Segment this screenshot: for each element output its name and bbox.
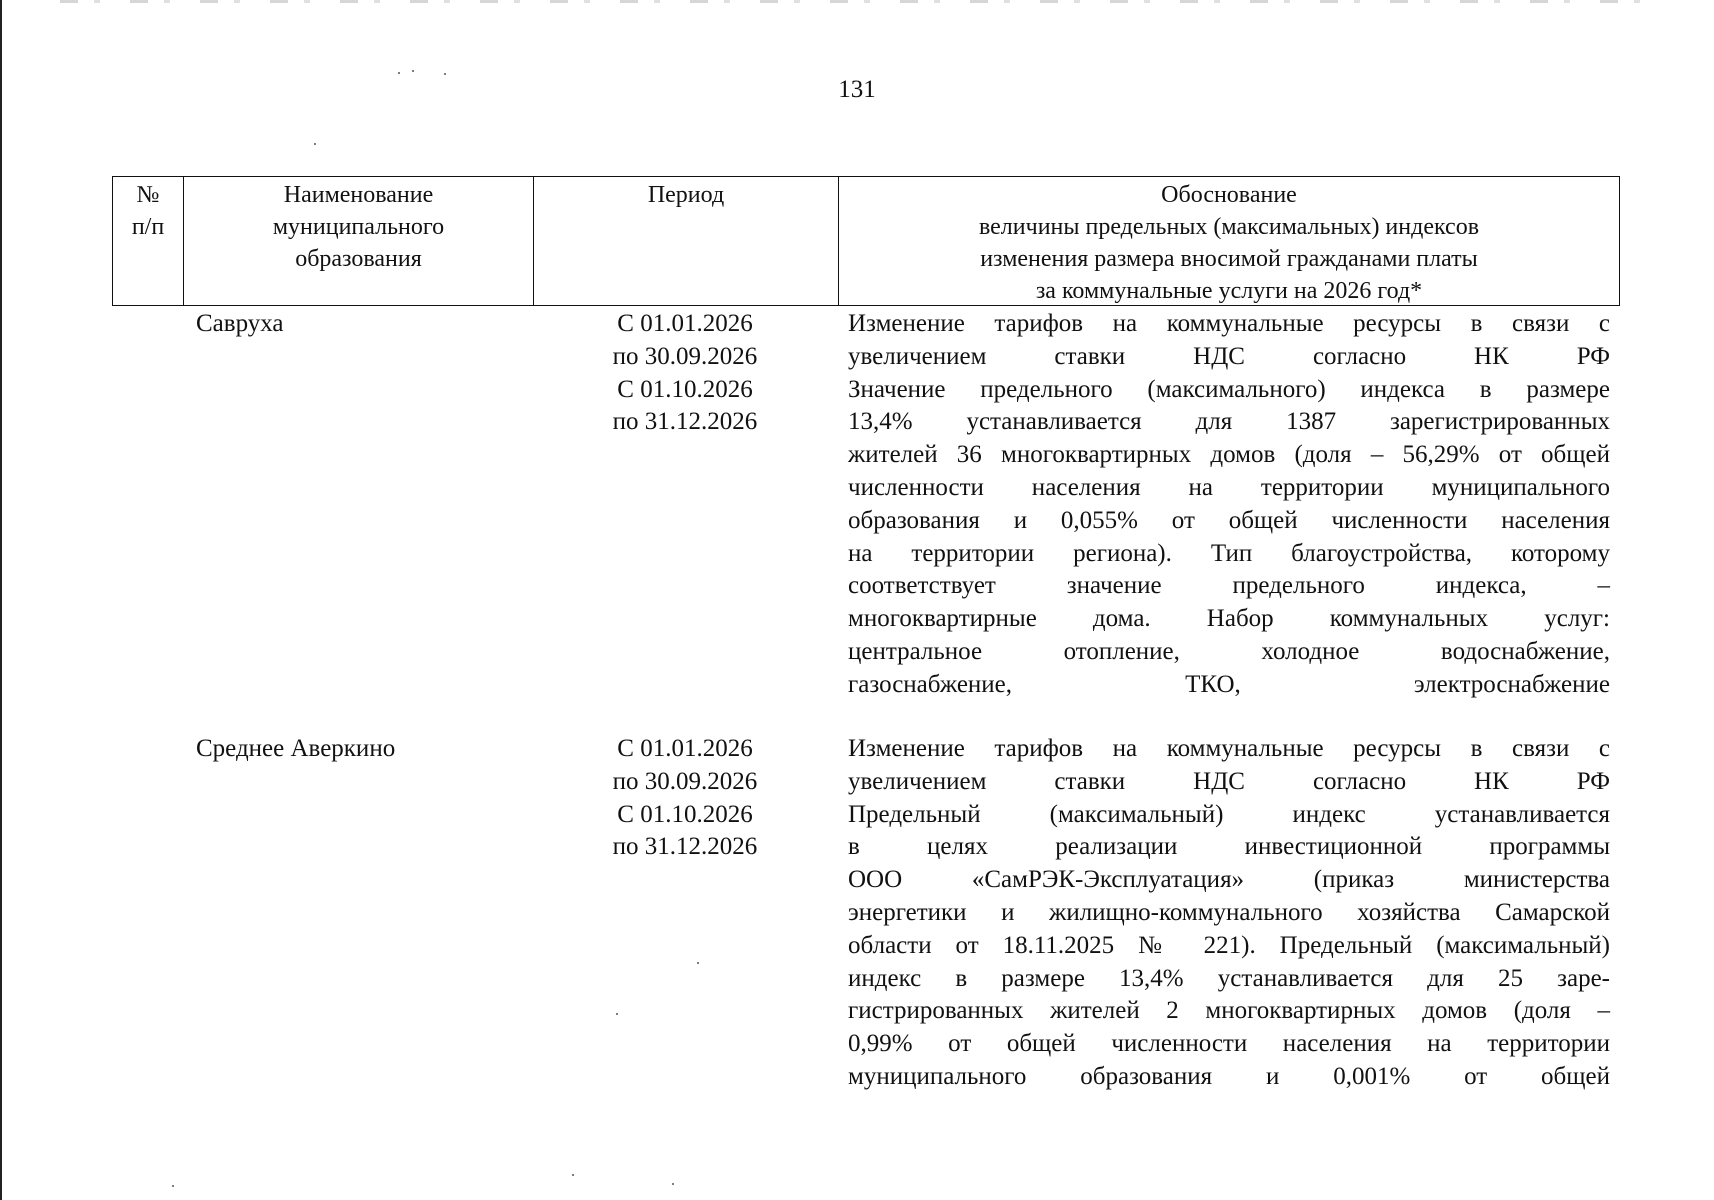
scan-speck	[314, 143, 316, 145]
header-col-name: Наименование муниципального образования	[184, 177, 534, 305]
basis-text: Изменение тарифов на коммунальные ресурсы в связи с увеличением ставки НДС согласно НК РФ Значение предельного (максимального) индекса в размере 13,4% устанавливается для 1387 зарегистрированных жителей 36 многоквартирных домов (доля – 56,29% от общей численности населения на территории муниципального образования и 0,055% от общей численности населения на территории региона). Тип благоустройства, которому соответствует значение предельного индекса, – многоквартирные дома. Набор коммунальных услуг: центральное отопление, холодное водоснабжение, газоснабжение, ТКО, электроснабжение	[848, 310, 1610, 698]
scan-speck	[572, 1174, 574, 1176]
scan-speck	[444, 73, 446, 75]
basis-text: Изменение тарифов на коммунальные ресурсы в связи с увеличением ставки НДС согласно НК РФ Предельный (максимальный) индекс устанавливается в целях реализации инвестиционной программы ООО «СамРЭК-Эксплуатация» (приказ министерства энергетики и жилищно-коммунального хозяйства Самарской области от 18.11.2025 № 221). Предельный (максимальный) индекс в размере 13,4% устанавливается для 25 заре- гистрированных жителей 2 многоквартирных домов (доля – 0,99% от общей численности населения на территории муниципального образования и 0,001% от общей	[848, 735, 1610, 1090]
page-edge	[0, 0, 2, 1200]
table-header	[112, 176, 1620, 306]
scan-artifact	[60, 0, 1640, 3]
scan-speck	[672, 1183, 674, 1185]
municipality-name: Савруха	[196, 310, 284, 337]
scan-speck	[697, 962, 699, 964]
header-col-number: № п/п	[113, 177, 184, 305]
header-col-basis: Обоснование величины предельных (максимальных) индексов изменения размера вносимой гражданами платы за коммунальные услуги на 2026 год*	[978, 182, 1480, 304]
page-number: 131	[838, 76, 876, 103]
period-cell: С 01.01.2026 по 30.09.2026 С 01.10.2026 по 31.12.2026	[612, 310, 758, 436]
scan-speck	[412, 70, 414, 72]
scan-speck	[398, 72, 400, 74]
scan-speck	[616, 1013, 618, 1015]
scan-speck	[172, 1185, 174, 1187]
period-cell: С 01.01.2026 по 30.09.2026 С 01.10.2026 по 31.12.2026	[612, 735, 758, 861]
municipality-name: Среднее Аверкино	[196, 735, 396, 762]
header-col-period: Период	[534, 177, 839, 305]
